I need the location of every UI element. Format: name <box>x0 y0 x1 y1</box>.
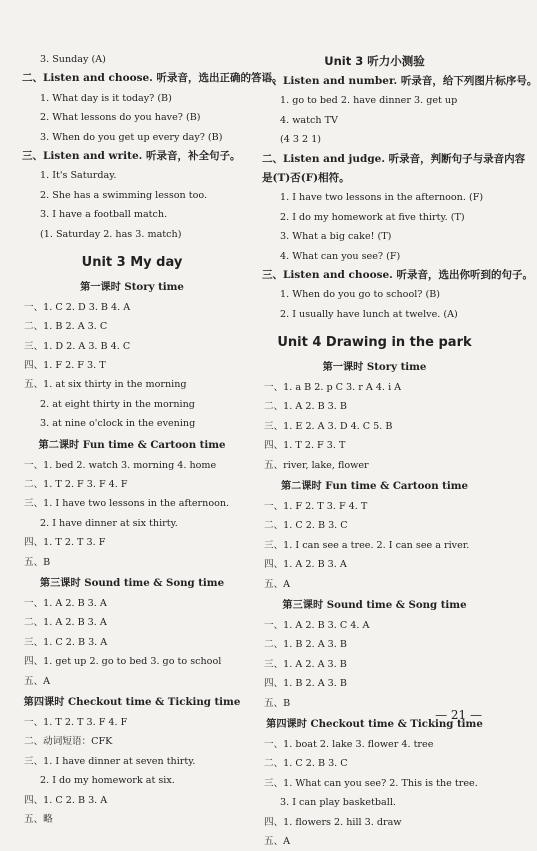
lesson-title: 第四课时 Checkout time & Ticking time <box>266 717 483 730</box>
left-column <box>22 50 283 829</box>
answer-line: 四、1. B 2. A 3. B <box>264 678 347 690</box>
answer-line: 2. at eight thirty in the morning <box>40 398 195 410</box>
answer-line: (4 3 2 1) <box>280 134 322 146</box>
answer-line: 一、1. A 2. B 3. A <box>24 597 107 609</box>
answer-line: 3. at nine o'clock in the evening <box>40 418 196 430</box>
answer-line: 2. I do my homework at six. <box>40 775 175 787</box>
lesson-answers <box>262 616 487 713</box>
answer-line: 是(T)否(F)相符。 <box>262 171 350 184</box>
answer-line: 2. She has a swimming lesson too. <box>40 189 208 201</box>
answer-line: 一、Listen and number. 听录音，给下列图片标序号。 <box>262 75 537 87</box>
answer-line: 1. go to bed 2. have dinner 3. get up <box>280 95 458 107</box>
lesson-answers <box>262 378 487 475</box>
answer-line: 五、river, lake, flower <box>264 459 369 471</box>
answer-line: 三、1. I can see a tree. 2. I can see a river. <box>264 539 470 551</box>
lesson-title: 第二课时 Fun time & Cartoon time <box>38 438 226 451</box>
answer-line: 四、1. C 2. B 3. A <box>24 794 108 806</box>
answer-line: 3. When do you get up every day? (B) <box>40 131 223 143</box>
right-column <box>262 50 537 851</box>
answer-line: 3. I have a football match. <box>40 209 168 221</box>
answer-line: 1. When do you go to school? (B) <box>280 289 441 301</box>
answer-line: 五、A <box>264 835 291 847</box>
answer-line: 三、Listen and choose. 听录音，选出你听到的句子。 <box>262 268 533 281</box>
answer-line: 二、Listen and choose. 听录音，选出正确的答语。 <box>22 72 283 85</box>
answer-line: 四、1. flowers 2. hill 3. draw <box>264 816 402 828</box>
lesson-answers <box>22 298 242 434</box>
unit-title: Unit 3 My day <box>81 254 183 270</box>
answer-line: 三、1. E 2. A 3. D 4. C 5. B <box>264 420 393 432</box>
answer-line: 五、B <box>24 556 51 568</box>
test-title: Unit 3 听力小测验 <box>324 54 425 68</box>
answer-line: 3. Sunday (A) <box>40 54 106 65</box>
answer-line: 二、1. B 2. A 3. B <box>264 639 347 651</box>
answer-line: 五、1. at six thirty in the morning <box>24 379 187 391</box>
answer-line: 二、1. B 2. A 3. C <box>24 321 108 333</box>
answer-line: 一、1. T 2. T 3. F 4. F <box>24 716 128 728</box>
answer-line: 二、Listen and judge. 听录音，判断句子与录音内容 <box>262 152 526 165</box>
page-number: — 21 — <box>435 708 482 722</box>
test-block <box>262 72 537 324</box>
answer-line: 五、A <box>24 675 51 687</box>
answer-line: 2. I have dinner at six thirty. <box>40 517 178 529</box>
answer-line: 2. I do my homework at five thirty. (T) <box>280 211 465 223</box>
answer-line: 四、1. get up 2. go to bed 3. go to school <box>24 656 222 668</box>
lesson-answers <box>262 735 487 851</box>
answer-line: 1. What day is it today? (B) <box>40 92 172 104</box>
answer-line: 2. I usually have lunch at twelve. (A) <box>280 308 458 320</box>
answer-line: 二、1. C 2. B 3. C <box>264 520 348 532</box>
answer-line: 三、1. I have dinner at seven thirty. <box>24 755 196 767</box>
answer-line: 五、略 <box>24 813 53 825</box>
answer-line: 二、1. A 2. B 3. B <box>264 401 347 413</box>
unit-title: Unit 4 Drawing in the park <box>277 335 472 351</box>
lesson-title: 第一课时 Story time <box>322 361 427 374</box>
answer-line: 一、1. boat 2. lake 3. flower 4. tree <box>264 738 434 750</box>
answer-line: 四、1. A 2. B 3. A <box>264 559 347 571</box>
answer-line: 一、1. C 2. D 3. B 4. A <box>24 301 131 313</box>
answer-line: 三、1. I have two lessons in the afternoon. <box>24 498 230 510</box>
answer-line: 3. I can play basketball. <box>280 797 396 809</box>
lesson-title: 第一课时 Story time <box>80 280 184 293</box>
answer-line: 4. What can you see? (F) <box>280 250 401 262</box>
answer-line: 一、1. A 2. B 3. C 4. A <box>264 619 370 631</box>
answer-line: 4. watch TV <box>280 114 338 126</box>
answer-line: 1. It's Saturday. <box>40 170 117 182</box>
answer-line: 四、1. F 2. F 3. T <box>24 360 106 372</box>
answer-line: 二、1. C 2. B 3. C <box>264 758 348 770</box>
answer-line: 三、Listen and write. 听录音，补全句子。 <box>22 149 241 162</box>
answer-line: 1. I have two lessons in the afternoon. (F) <box>280 192 484 204</box>
answer-line: 三、1. C 2. B 3. A <box>24 636 108 648</box>
answer-line: (1. Saturday 2. has 3. match) <box>40 228 182 240</box>
answer-line: 三、1. D 2. A 3. B 4. C <box>24 340 131 352</box>
lesson-title: 第二课时 Fun time & Cartoon time <box>280 480 468 493</box>
answer-line: 二、动词短语：CFK <box>24 736 113 748</box>
answer-line: 三、1. What can you see? 2. This is the tree. <box>264 777 478 789</box>
lesson-answers <box>22 713 242 829</box>
lesson-title: 第四课时 Checkout time & Ticking time <box>23 695 241 708</box>
answer-line: 2. What lessons do you have? (B) <box>40 112 201 124</box>
answer-line: 五、A <box>264 578 291 590</box>
answer-line: 一、1. F 2. T 3. F 4. T <box>264 501 368 513</box>
answer-line: 四、1. T 2. T 3. F <box>24 537 106 549</box>
intro-block <box>22 50 283 244</box>
answer-line: 二、1. T 2. F 3. F 4. F <box>24 479 128 491</box>
lesson-answers <box>22 456 242 572</box>
lesson-title: 第三课时 Sound time & Song time <box>282 598 467 611</box>
answer-line: 五、B <box>264 697 291 709</box>
answer-line: 一、1. a B 2. p C 3. r A 4. i A <box>264 382 402 394</box>
answer-line: 四、1. T 2. F 3. T <box>264 440 346 452</box>
answer-line: 三、1. A 2. A 3. B <box>264 658 347 670</box>
answer-line: 二、1. A 2. B 3. A <box>24 617 107 629</box>
lesson-answers <box>22 594 242 691</box>
lesson-answers <box>262 497 487 594</box>
answer-line: 3. What a big cake! (T) <box>280 231 392 243</box>
lesson-title: 第三课时 Sound time & Song time <box>39 576 225 589</box>
answer-line: 一、1. bed 2. watch 3. morning 4. home <box>24 459 217 471</box>
